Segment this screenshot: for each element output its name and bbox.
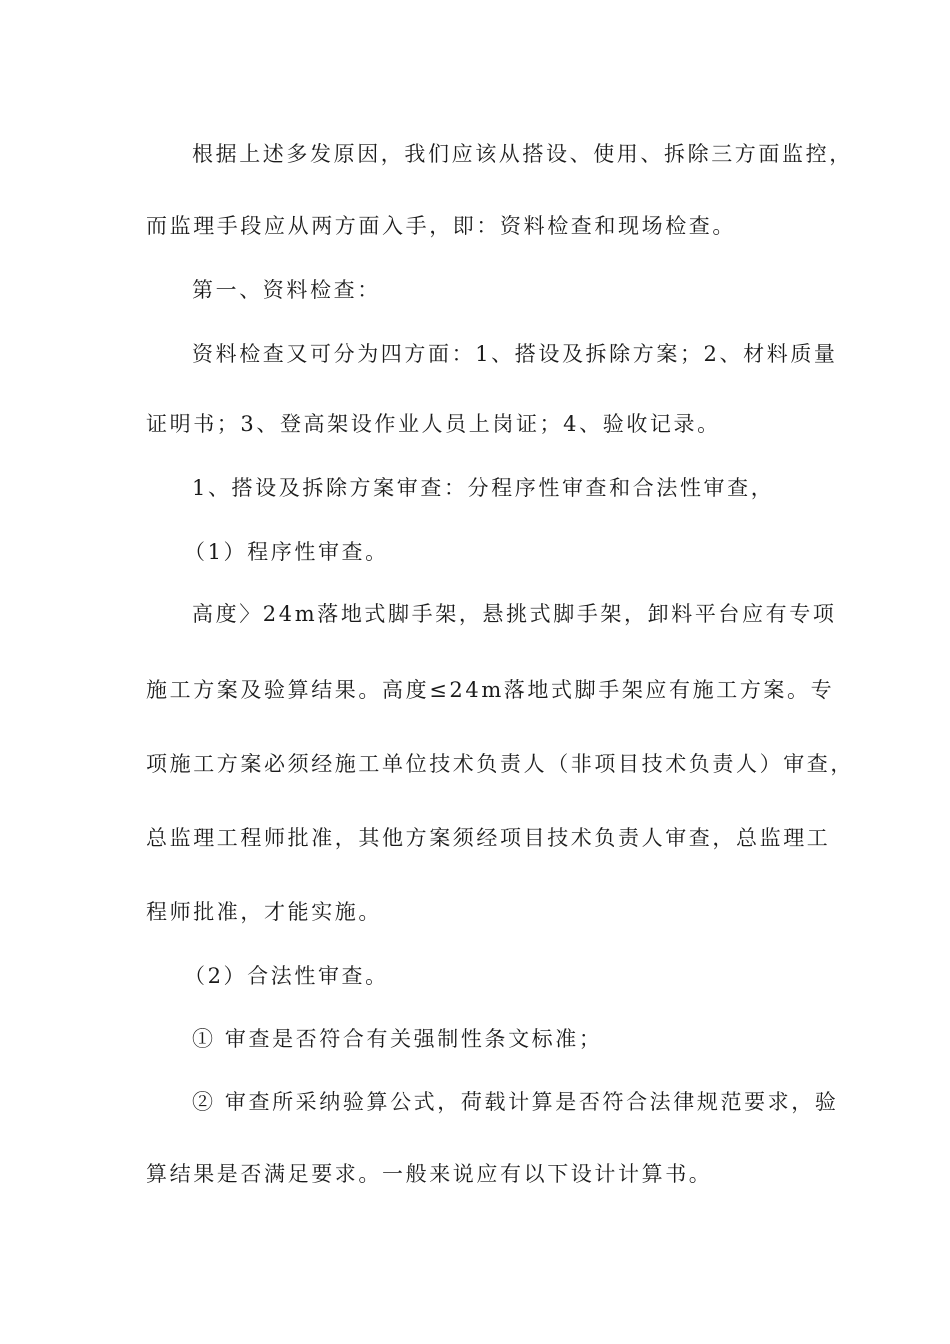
subsection-heading: 1、搭设及拆除方案审查：分程序性审查和合法性审查， <box>192 476 775 500</box>
list-item: ② 审查所采纳验算公式，荷载计算是否符合法律规范要求，验 <box>192 1090 839 1114</box>
paragraph-line: 总监理工程师批准，其他方案须经项目技术负责人审查，总监理工 <box>146 826 831 850</box>
paragraph-line: 程师批准，才能实施。 <box>146 900 382 924</box>
paragraph-line: 证明书；3、登高架设作业人员上岗证；4、验收记录。 <box>146 412 721 436</box>
paragraph-line: 根据上述多发原因，我们应该从搭设、使用、拆除三方面监控， <box>192 142 853 166</box>
section-heading: 第一、资料检查： <box>192 278 381 302</box>
paragraph-line: 项施工方案必须经施工单位技术负责人（非项目技术负责人）审查， <box>146 752 854 776</box>
paragraph-line: 施工方案及验算结果。高度≤24m落地式脚手架应有施工方案。专 <box>146 678 835 702</box>
item-heading: （1）程序性审查。 <box>184 540 389 564</box>
paragraph-line: 资料检查又可分为四方面：1、搭设及拆除方案；2、材料质量 <box>192 342 838 366</box>
paragraph-line: 而监理手段应从两方面入手，即：资料检查和现场检查。 <box>146 214 736 238</box>
list-item: ① 审查是否符合有关强制性条文标准； <box>192 1027 603 1051</box>
paragraph-line: 高度〉24m落地式脚手架，悬挑式脚手架，卸料平台应有专项 <box>192 602 837 626</box>
item-heading: （2）合法性审查。 <box>184 964 389 988</box>
paragraph-line: 算结果是否满足要求。一般来说应有以下设计计算书。 <box>146 1162 713 1186</box>
